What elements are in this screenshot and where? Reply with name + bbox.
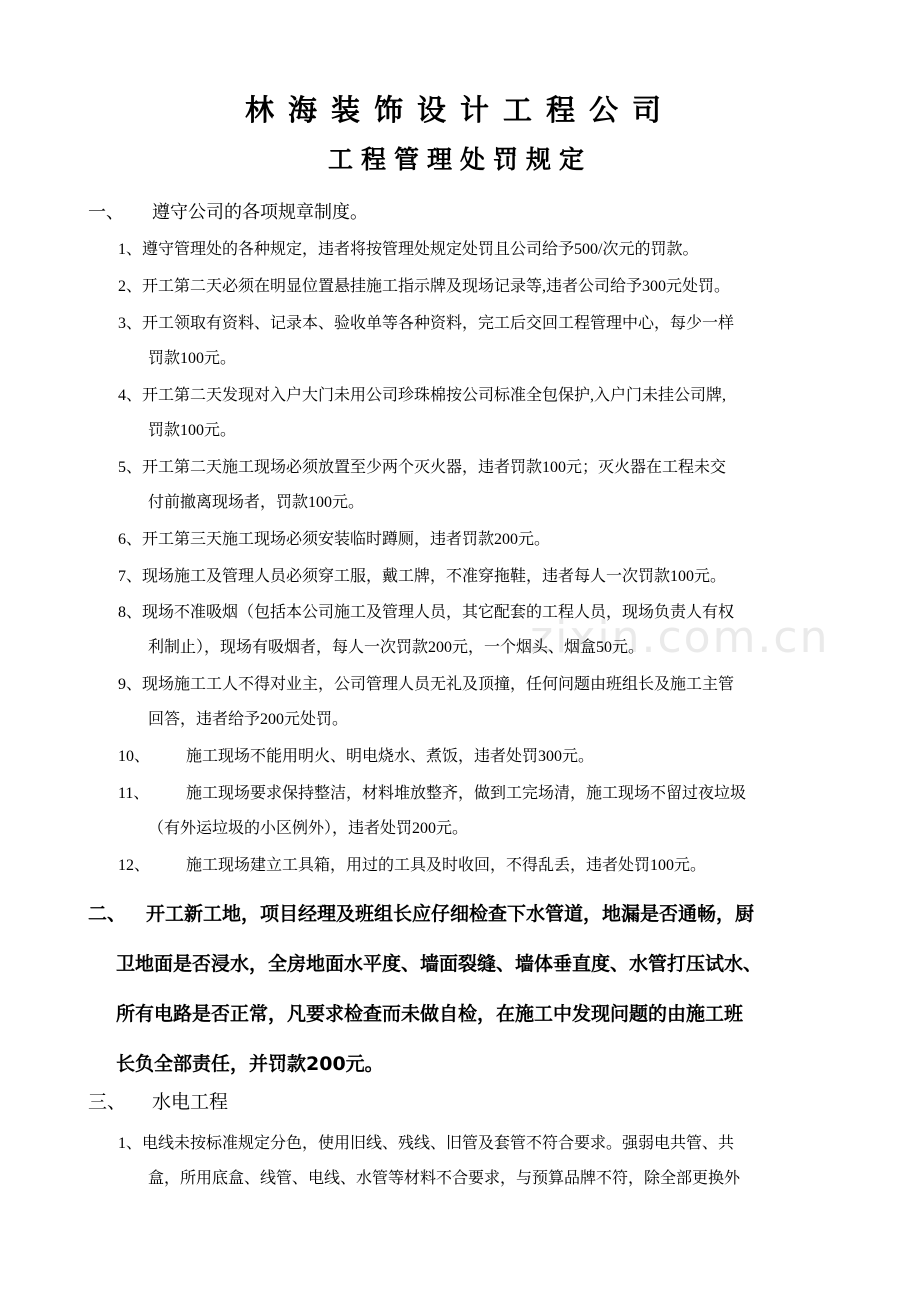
list-item: 10、 施工现场不能用明火、明电烧水、煮饭，违者处罚300元。 — [118, 748, 595, 765]
list-item-continuation: 付前撤离现场者，罚款100元。 — [148, 494, 365, 511]
list-item: 4、开工第二天发现对入户大门未用公司珍珠棉按公司标准全包保护,入户门未挂公司牌, — [118, 387, 727, 404]
list-item: 11、 施工现场要求保持整洁，材料堆放整齐，做到工完场清，施工现场不留过夜垃圾 — [118, 785, 747, 802]
list-item-continuation: （有外运垃圾的小区例外），违者处罚200元。 — [148, 820, 469, 837]
document-title: 工程管理处罚规定 — [327, 145, 592, 174]
section2-line: 长负全部责任，并罚款200元。 — [116, 1053, 384, 1075]
company-title: 林海装饰设计工程公司 — [244, 93, 675, 127]
list-item: 8、现场不准吸烟（包括本公司施工及管理人员，其它配套的工程人员，现场负责人有权 — [118, 604, 735, 621]
list-item-continuation: 利制止），现场有吸烟者，每人一次罚款200元，一个烟头、烟盒50元。 — [148, 639, 645, 656]
list-item: 12、 施工现场建立工具箱，用过的工具及时收回，不得乱丢，违者处罚100元。 — [118, 857, 707, 874]
list-item: 7、现场施工及管理人员必须穿工服，戴工牌，不准穿拖鞋，违者每人一次罚款100元。 — [118, 568, 727, 585]
list-item: 2、开工第二天必须在明显位置悬挂施工指示牌及现场记录等,违者公司给予300元处罚。 — [118, 278, 731, 295]
list-item: 5、开工第二天施工现场必须放置至少两个灭火器，违者罚款100元；灭火器在工程未交 — [118, 459, 727, 476]
list-item: 3、开工领取有资料、记录本、验收单等各种资料，完工后交回工程管理中心，每少一样 — [118, 315, 735, 332]
section2-line: 卫地面是否浸水，全房地面水平度、墙面裂缝、墙体垂直度、水管打压试水、 — [116, 953, 763, 975]
section1-number: 一、 — [88, 202, 124, 223]
section2-line: 所有电路是否正常，凡要求检查而未做自检，在施工中发现问题的由施工班 — [116, 1003, 744, 1025]
list-item: 1、遵守管理处的各种规定，违者将按管理处规定处罚且公司给予500/次元的罚款。 — [118, 241, 699, 258]
section3-number: 三、 — [88, 1091, 127, 1113]
list-item: 9、现场施工工人不得对业主，公司管理人员无礼及顶撞，任何问题由班组长及施工主管 — [118, 676, 735, 693]
watermark: zixin.com.cn — [530, 612, 830, 663]
list-item-continuation: 罚款100元。 — [148, 350, 237, 367]
section1-title: 遵守公司的各项规章制度。 — [152, 202, 368, 223]
section2-number: 二、 — [88, 903, 127, 925]
list-item: 6、开工第三天施工现场必须安装临时蹲厕，违者罚款200元。 — [118, 531, 551, 548]
section3-title: 水电工程 — [152, 1091, 229, 1113]
section1-heading — [88, 198, 828, 228]
list-item-continuation: 回答，违者给予200元处罚。 — [148, 711, 349, 728]
list-item: 1、电线未按标准规定分色，使用旧线、残线、旧管及套管不符合要求。强弱电共管、共 — [118, 1135, 735, 1152]
section3-heading — [88, 1086, 828, 1118]
list-item-continuation: 盒，所用底盒、线管、电线、水管等材料不合要求，与预算品牌不符，除全部更换外 — [148, 1170, 741, 1187]
section2-paragraph — [88, 889, 834, 1089]
section2-line: 二、 开工新工地，项目经理及班组长应仔细检查下水管道，地漏是否通畅，厨 — [88, 889, 834, 939]
list-item-continuation: 罚款100元。 — [148, 422, 237, 439]
